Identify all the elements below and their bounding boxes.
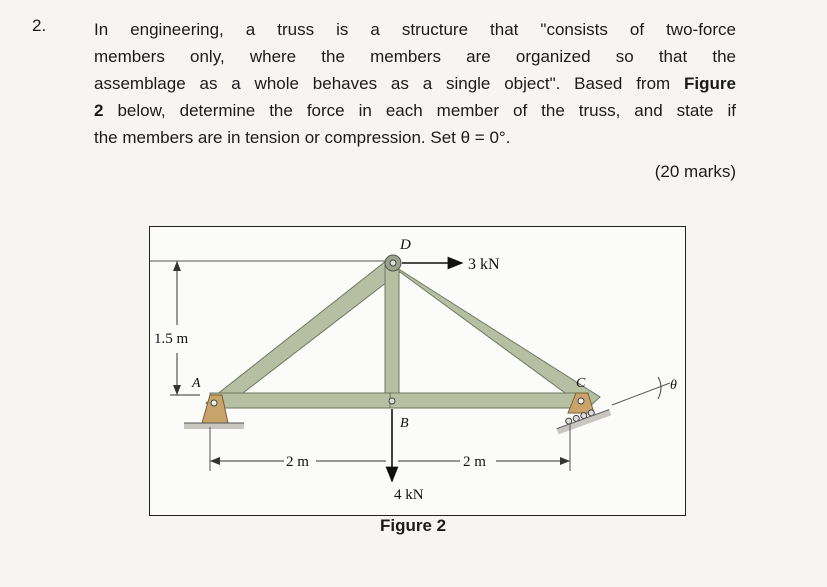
height-dimension	[150, 261, 390, 395]
joint-b-pin	[389, 398, 395, 404]
height-label: 1.5 m	[154, 331, 189, 347]
span-left-label: 2 m	[286, 454, 309, 470]
question-text	[94, 16, 736, 151]
member-ab	[210, 393, 400, 408]
figure-caption: Figure 2	[380, 516, 447, 535]
truss-diagram	[150, 227, 687, 517]
question-line-3	[94, 70, 736, 97]
member-dc	[386, 261, 600, 409]
member-bc	[390, 393, 580, 408]
load-3kn-label: 3 kN	[468, 256, 500, 273]
figure-reference-number: 2	[94, 101, 104, 120]
truss-figure	[149, 226, 686, 516]
theta-label: θ	[670, 378, 677, 393]
question-number: 2.	[32, 16, 47, 35]
truss-members	[206, 261, 600, 413]
question-line-1: In engineering, a truss is a structure that "consists of two-force	[94, 20, 736, 39]
joint-d-label: D	[400, 237, 411, 253]
member-ad	[206, 261, 400, 413]
load-3kn	[402, 256, 500, 273]
member-db	[385, 265, 399, 405]
question-line-4	[94, 97, 736, 124]
question-line-5: the members are in tension or compression. Set θ = 0°.	[94, 128, 511, 147]
question-line-2: members only, where the members are organized so that the	[94, 47, 736, 66]
span-right-label: 2 m	[463, 454, 486, 470]
load-4kn-label: 4 kN	[394, 487, 424, 503]
figure-reference-word: Figure	[684, 74, 736, 93]
marks-label: (20 marks)	[654, 162, 736, 181]
question-line-4-text: below, determine the force in each member of the truss, and state if	[103, 101, 736, 120]
joint-c-label: C	[576, 376, 586, 391]
joint-b-label: B	[400, 416, 409, 431]
joint-a-label: A	[192, 376, 201, 391]
question-line-3-text: assemblage as a whole behaves as a single object". Based from	[94, 74, 671, 93]
span-dimensions	[210, 423, 570, 471]
